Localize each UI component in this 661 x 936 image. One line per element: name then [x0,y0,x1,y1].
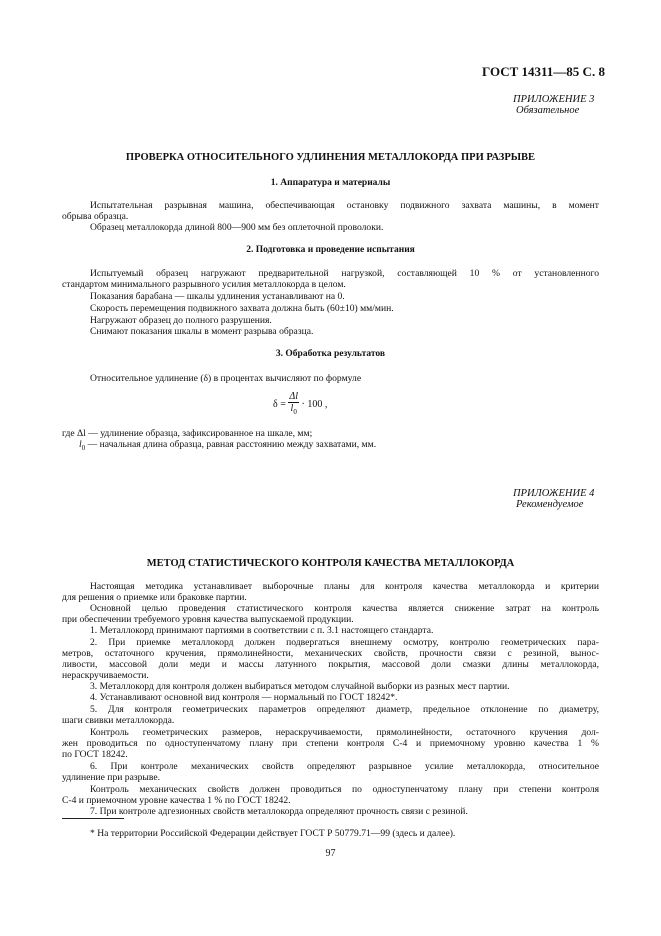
body-line: Контроль геометрических размеров, нераскручиваемости, прямолинейности, остаточного кручения дол- [90,727,599,738]
body-line: метров, остаточного кручения, прямолинейности, механических свойств, прочности связи с резиной, вынос- [62,648,599,659]
body-line: 2. При приемке металлокорд должен подвергаться внешнему осмотру, контролю геометрических пара- [90,637,599,648]
formula-fraction [288,391,299,418]
legend-line: где Δl — удлинение образца, зафиксированное на шкале, мм; [62,428,313,439]
body-line: 7. При контроле адгезионных свойств металлокорда определяют прочность связи с резиной. [90,806,468,817]
formula-denominator: $l_0$ [290,403,297,416]
body-line: удлинение при разрыве. [62,772,160,783]
body-line: 6. При контроле механических свойств определяют разрывное усилие металлокорда, относительное [90,761,599,772]
document-header: ГОСТ 14311—85 С. 8 [482,64,605,79]
body-line: 1. Металлокорд принимают партиями в соответствии с п. 3.1 настоящего стандарта. [90,625,434,636]
body-line: Контроль механических свойств должен проводиться по одноступенчатому плану при степени контроля [90,784,599,795]
appendix3-status: Обязательное [516,105,580,116]
appendix4-label: ПРИЛОЖЕНИЕ 4 [513,488,595,499]
paragraph: стандартом минимального разрывного усилия металлокорда в целом. [62,279,346,290]
body-line: 4. Устанавливают основной вид контроля — нормальный по ГОСТ 18242*. [90,692,398,703]
body-line: для решения о приемке или браковке партии. [62,592,247,603]
appendix4-status: Рекомендуемое [516,499,584,510]
section1-heading-1: 1. Аппаратура и материалы [270,178,391,188]
legend-line: $l_0$ — начальная длина образца, равная расстоянию между захватами, мм. [79,439,377,452]
paragraph: Испытательная разрывная машина, обеспечивающая остановку подвижного захвата машины, в момент [90,200,599,211]
paragraph: Образец металлокорда длиной 800—900 мм без оплеточной проволоки. [90,222,384,233]
paragraph: Испытуемый образец нагружают предварительной нагрузкой, составляющей 10 % от установленного [90,268,599,279]
body-line: С-4 и приемочном уровне качества 1 % по ГОСТ 18242. [62,795,291,806]
section1-heading-3: 3. Обработка результатов [275,349,386,359]
paragraph: обрыва образца. [62,211,129,222]
body-line: 3. Металлокорд для контроля должен выбираться методом случайной выборки из разных мест партии. [90,681,510,692]
body-line: жен проводиться по одноступенчатому плану при степени контроля С-4 и приемочному уровню качества 1 % [62,738,599,749]
footnote-divider [62,818,124,819]
paragraph: Скорость перемещения подвижного захвата должна быть (60±10) мм/мин. [90,303,394,314]
formula [273,391,327,418]
paragraph: Показания барабана — шкалы удлинения устанавливают на 0. [90,291,345,302]
body-line: при обеспечении требуемого уровня качества выпускаемой продукции. [62,614,354,625]
body-line: нераскручиваемости. [62,670,149,681]
appendix3-label: ПРИЛОЖЕНИЕ 3 [513,94,595,105]
section1-heading-2: 2. Подготовка и проведение испытания [246,245,415,255]
body-line: ливости, массовой доли меди и массы латунного покрытия, массовой доли смазки длины металлокорда, [62,659,599,670]
body-line: Настоящая методика устанавливает выборочные планы для контроля качества металлокорда и критерии [90,581,599,592]
paragraph: Снимают показания шкалы в момент разрыва образца. [90,326,314,337]
body-line: шаги свивки металлокорда. [62,715,175,726]
footnote: * На территории Российской Федерации действует ГОСТ Р 50779.71—99 (здесь и далее). [90,828,456,839]
paragraph: Относительное удлинение (δ) в процентах вычисляют по формуле [90,373,362,384]
formula-numerator: Δl [289,391,299,402]
section1-title: ПРОВЕРКА ОТНОСИТЕЛЬНОГО УДЛИНЕНИЯ МЕТАЛЛОКОРДА ПРИ РАЗРЫВЕ [125,152,536,163]
body-line: 5. Для контроля геометрических параметров определяют диаметр, предельное отклонение по диаметру, [90,704,599,715]
paragraph: Нагружают образец до полного разрушения. [90,315,272,326]
body-line: Основной целью проведения статистического контроля качества является снижение затрат на контроль [90,603,599,614]
body-line: по ГОСТ 18242. [62,749,128,760]
section2-title: МЕТОД СТАТИСТИЧЕСКОГО КОНТРОЛЯ КАЧЕСТВА МЕТАЛЛОКОРДА [146,558,515,569]
formula-rhs: · 100 , [301,398,328,410]
page-number: 97 [325,848,336,859]
formula-lhs: δ = [273,398,286,410]
